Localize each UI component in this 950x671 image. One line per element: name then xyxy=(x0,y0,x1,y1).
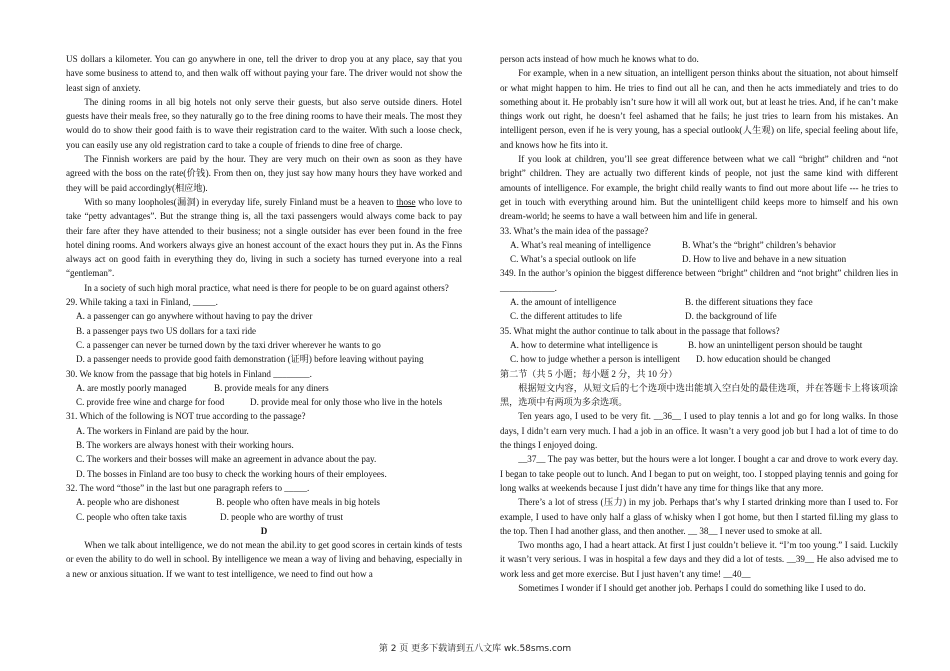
option-row xyxy=(500,309,898,323)
option-row xyxy=(66,495,462,509)
option-row xyxy=(500,352,898,366)
option-row xyxy=(500,295,898,309)
text: With so many loopholes(漏洞) in everyday life, surely Finland must be a heaven to xyxy=(84,196,397,207)
option: C. What’s a special outlook on life xyxy=(510,254,636,265)
paragraph: In a society of such high moral practice, what need is there for people to be on guard against others? xyxy=(84,282,449,293)
paragraph: person acts instead of how much he knows what to do. xyxy=(500,54,699,64)
option: B. how an unintelligent person should be taught xyxy=(688,339,863,350)
question-30: 30. We know from the passage that big hotels in Finland ________. xyxy=(66,368,312,379)
option: C. provide free wine and charge for food xyxy=(76,397,225,408)
option: D. the background of life xyxy=(685,311,777,322)
question-34: 349. In the author’s opinion the biggest difference between “bright” children and “not bright” children lies in ____________. xyxy=(500,268,898,293)
question-29: 29. While taking a taxi in Finland, _____. xyxy=(66,297,218,308)
option-row xyxy=(66,510,462,524)
option: D. The bosses in Finland are too busy to check the working hours of their employees. xyxy=(76,468,387,479)
text: who love to take “petty advantages”. But the strange thing is, all the taxi passengers would always come back to pay their fare after they have attended to their business; not a single outsider has ever been found in the free hotel dining rooms. And workers always give an honest account of the exact hours they put in. As the Finns always act on good faith in everything they do, living in such a society has turned everyone into a real “gentleman”. xyxy=(66,196,462,279)
underlined-word: those xyxy=(396,196,416,207)
option: A. people who are dishonest xyxy=(76,497,180,508)
option: C. the different attitudes to life xyxy=(510,311,622,322)
option: A. What’s real meaning of intelligence xyxy=(510,239,651,250)
paragraph xyxy=(66,195,462,281)
option-row xyxy=(66,395,462,409)
option-row xyxy=(500,238,898,252)
option: A. are mostly poorly managed xyxy=(76,382,187,393)
option: D. how education should be changed xyxy=(696,354,831,365)
paragraph: When we talk about intelligence, we do not mean the abil.ity to get good scores in certain kinds of tests or even the ability to do well in school. By intelligence we mean a way of living and behaving, especially in a new or anxious situation. If we want to test intelligence, we need to find out how a xyxy=(66,540,462,579)
paragraph: Two months ago, I had a heart attack. At first I just couldn’t believe it. “I’m too young.” I said. Luckily it wasn’t very serious. I was in hospital a few days and they did a lot of tests. __39__ He also advised me to work less and get more exercise. But I just haven’t any time! __40__ xyxy=(500,540,898,579)
option: B. a passenger pays two US dollars for a taxi ride xyxy=(76,325,257,336)
option: C. The workers and their bosses will make an agreement in advance about the pay. xyxy=(76,454,377,465)
option: D. a passenger needs to provide good faith demonstration (证明) before leaving without paying xyxy=(76,354,424,365)
section-heading: D xyxy=(260,525,268,536)
option: D. How to live and behave in a new situation xyxy=(682,254,847,265)
question-33: 33. What’s the main idea of the passage? xyxy=(500,225,649,236)
option-row xyxy=(500,338,898,352)
option: C. people who often take taxis xyxy=(76,511,187,522)
option: A. how to determine what intelligence is xyxy=(510,339,658,350)
option: C. a passenger can never be turned down by the taxi driver wherever he wants to go xyxy=(76,339,381,350)
left-column xyxy=(66,52,462,581)
option-row xyxy=(500,252,898,266)
paragraph: The Finnish workers are paid by the hour. They are very much on their own as soon as they have agreed with the boss on the rate(价钱). From then on, they just say how many hours they have worked and they will be paid accordingly(相应地). xyxy=(66,154,462,193)
paragraph: The dining rooms in all big hotels not only serve their guests, but also serve outside diners. Hotel guests have their meals free, so they naturally go to the free dining rooms to have their meals. The most they would do to show their good faith is to wave their registration card to the waiter. With such a loose check, you can easily use any old registration card to take a couple of friends to dine free of charge. xyxy=(66,96,462,150)
option: A. a passenger can go anywhere without having to pay the driver xyxy=(76,311,313,322)
option: D. people who are worthy of trust xyxy=(220,511,343,522)
question-31: 31. Which of the following is NOT true according to the passage? xyxy=(66,411,306,422)
option: B. The workers are always honest with their working hours. xyxy=(76,440,294,451)
paragraph: US dollars a kilometer. You can go anywhere in one, tell the driver to drop you at any place, say that you have some business to attend to, and then walk off without paying your fare. The driver would not show the least sign of anxiety. xyxy=(66,54,462,93)
option: A. The workers in Finland are paid by the hour. xyxy=(76,425,249,436)
question-35: 35. What might the author continue to talk about in the passage that follows? xyxy=(500,325,780,336)
right-column xyxy=(500,52,898,595)
paragraph: Sometimes I wonder if I should get another job. Perhaps I could do something like I used to do. xyxy=(518,582,866,593)
paragraph: If you look at children, you’ll see great difference between what we call “bright” children and “not bright” children. They are actually two different kinds of people, not just the same kind with different amounts of intelligence. For example, the bright child really wants to find out more about life --- he tries to get in touch with everything around him. But the unintelligent child keeps more to himself and his own dream-world; he seems to have a wall between him and life in general. xyxy=(500,154,898,222)
option: B. provide meals for any diners xyxy=(214,382,329,393)
option: C. how to judge whether a person is intelligent xyxy=(510,354,680,365)
page-footer: 第 2 页 更多下载请到五八文库 wk.58sms.com xyxy=(378,644,572,654)
question-32: 32. The word “those” in the last but one paragraph refers to _____. xyxy=(66,482,310,493)
instructions: 根据短文内容，从短文后的七个选项中选出能填入空白处的最佳选项，并在答题卡上将该项涂黑，选项中有两项为多余选项。 xyxy=(500,382,898,408)
option: B. What’s the “bright” children’s behavior xyxy=(682,239,836,250)
option: B. the different situations they face xyxy=(685,297,813,308)
paragraph: There’s a lot of stress (压力) in my job. Perhaps that’s why I started drinking more than I used to. For example, I used to have only half a glass of w.hisky when I got home, but then I started fil.ling my glass to the top. Then I had another glass, and then another. __ 38__ I never used to smoke at all. xyxy=(500,497,898,536)
option: A. the amount of intelligence xyxy=(510,297,617,308)
paragraph: __37__ The pay was better, but the hours were a lot longer. I bought a car and drove to work every day. I began to take people out to lunch. And I began to put on weight, too. I stopped playing tennis and going for long walks at weekends because I just didn’t have any time for things like that any more. xyxy=(500,454,898,493)
option: B. people who often have meals in big hotels xyxy=(216,497,380,508)
option-row xyxy=(66,381,462,395)
paragraph: Ten years ago, I used to be very fit. __36__ I used to play tennis a lot and go for long walks. In those days, I didn’t earn very much. I had a job in an office. It wasn’t a very good job but I had a lot of time to do the things I enjoyed doing. xyxy=(500,411,898,451)
section-title: 第二节（共 5 小题；每小题 2 分，共 10 分） xyxy=(500,368,678,379)
paragraph: For example, when in a new situation, an intelligent person thinks about the situation, not about himself or what might happen to him. He tries to find out all he can, and then he acts immediately and tries to do something about it. He probably isn’t sure how it will all work out, but at least he tries. And, if he can’t make things work out right, he doesn’t feel ashamed that he fails; he just tries to learn from his mistakes. An intelligent person, even if he is very young, has a special outlook(人生观) on life, special feeling about life, and knows how he fits into it. xyxy=(500,68,898,150)
option: D. provide meal for only those who live in the hotels xyxy=(250,397,443,408)
